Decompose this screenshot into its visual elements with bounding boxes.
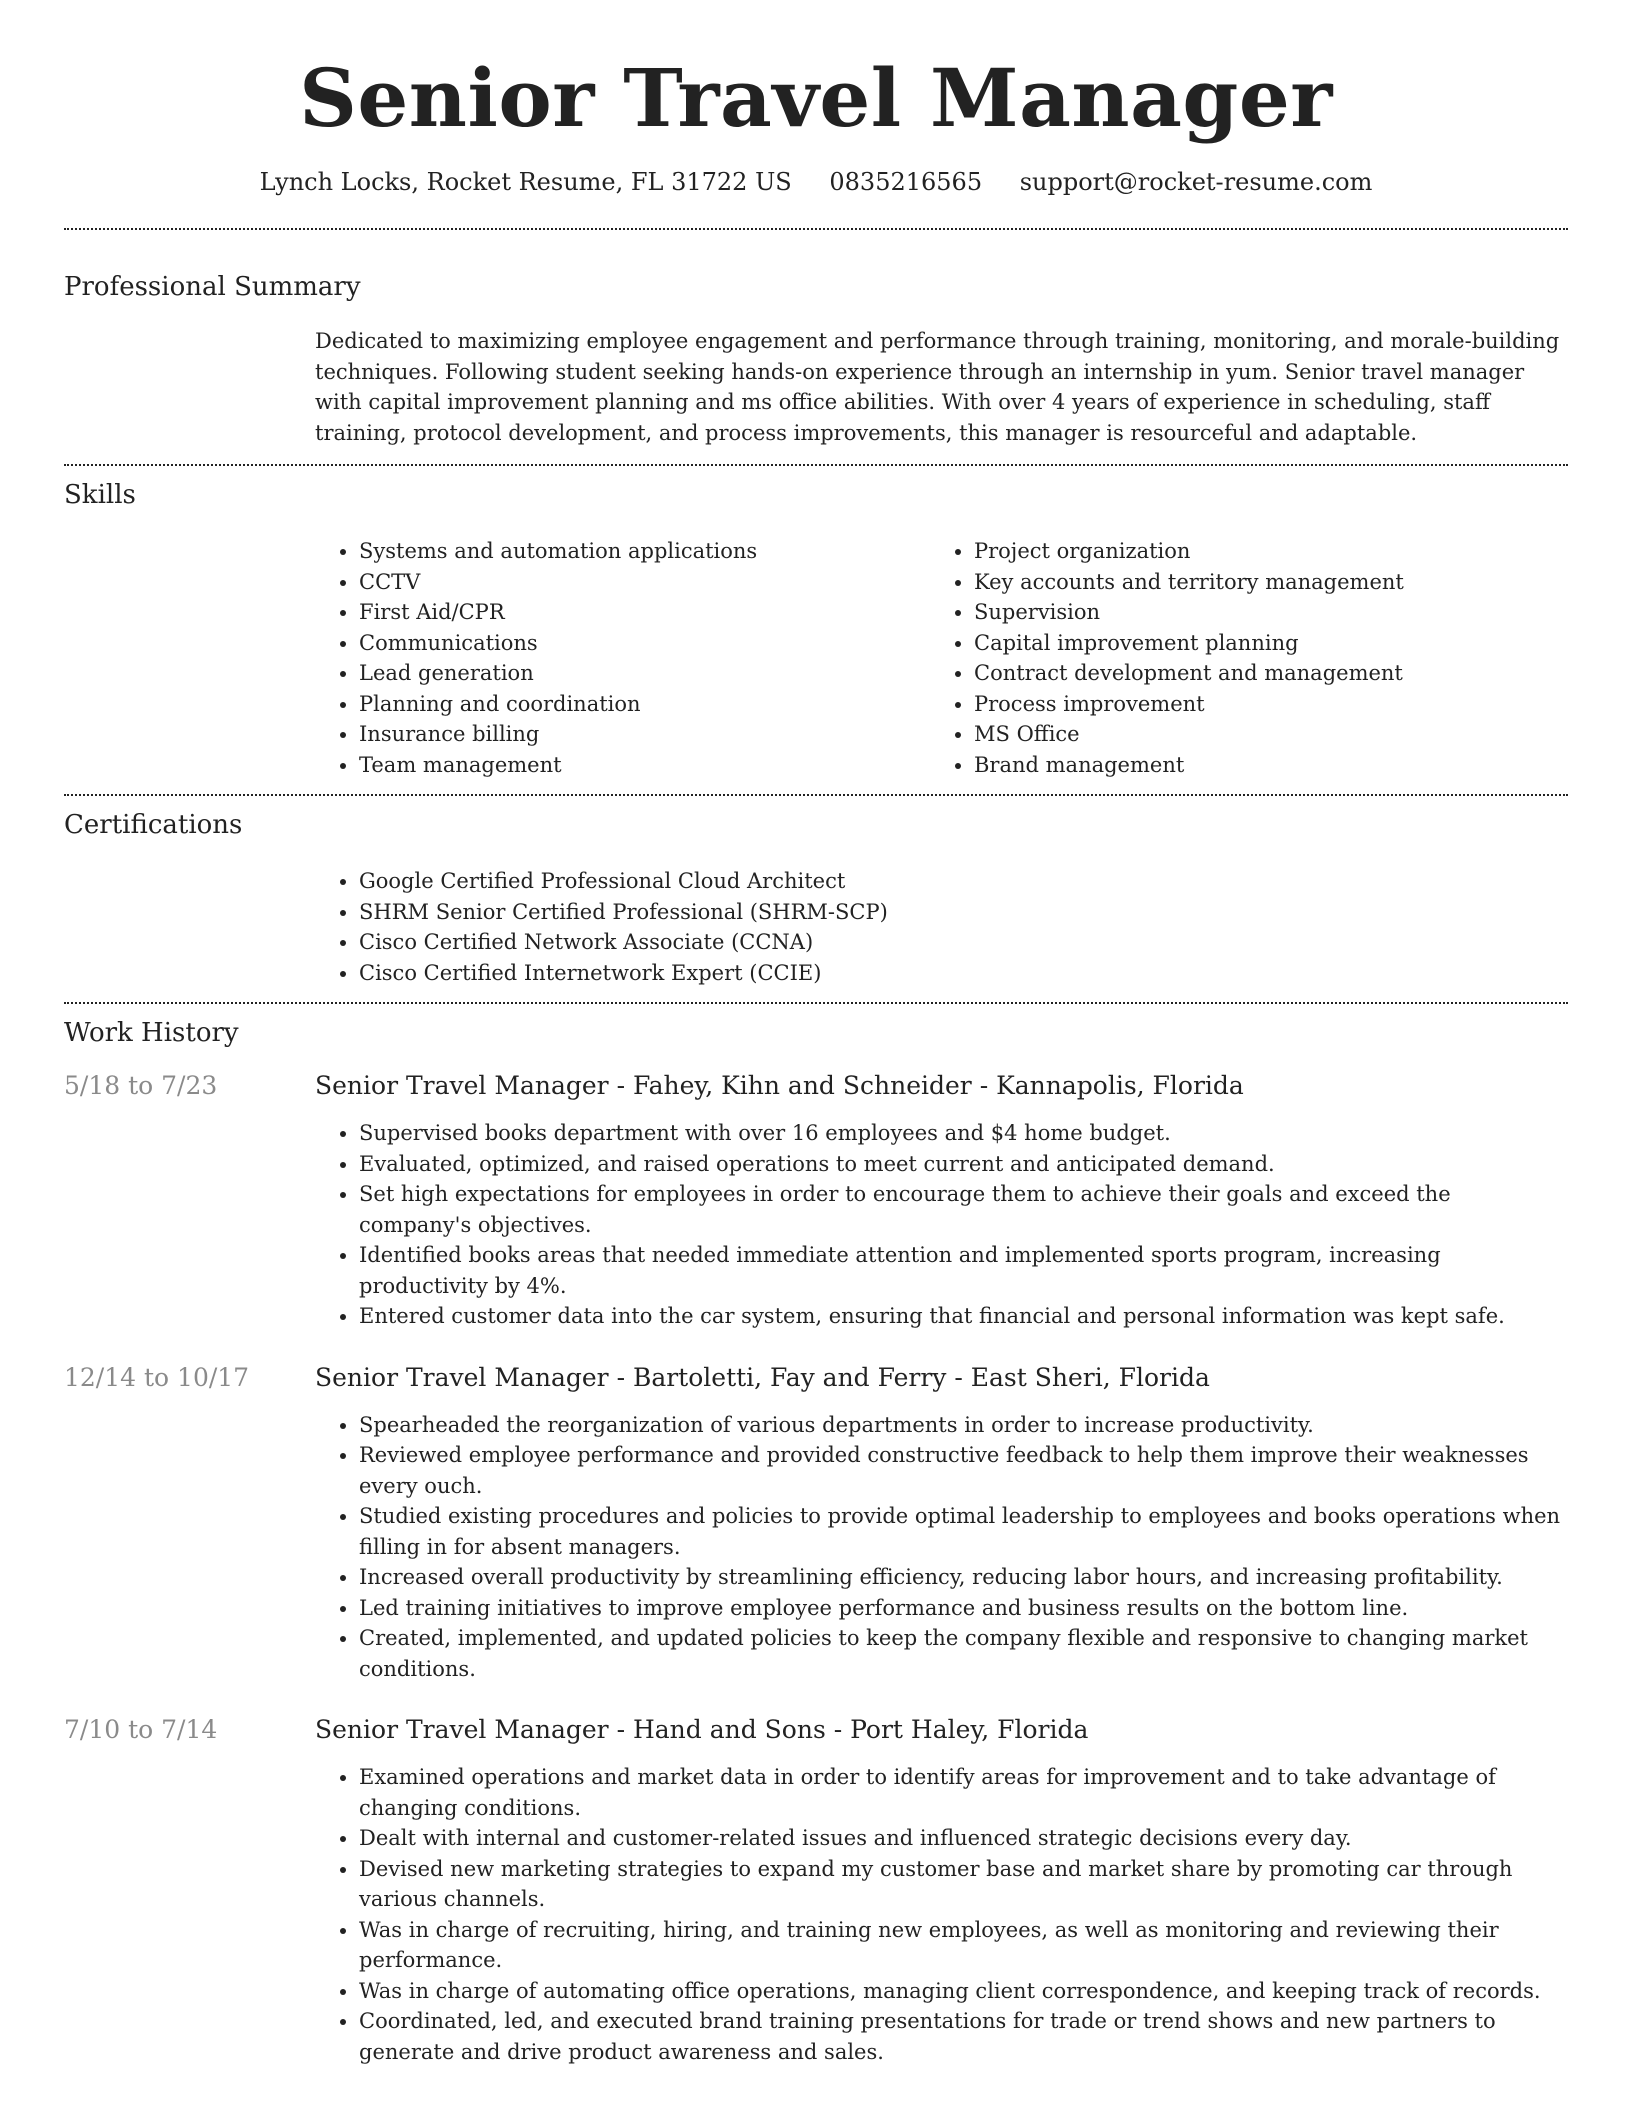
contact-email: support@rocket-resume.com: [1019, 168, 1373, 196]
list-item: • CCTV: [359, 567, 930, 598]
job-title: Senior Travel Manager - Bartoletti, Fay and Ferry - East Sheri, Florida: [315, 1362, 1210, 1392]
summary-heading: Professional Summary: [64, 272, 361, 302]
job-body: [315, 1068, 1568, 1332]
list-item: • Planning and coordination: [359, 689, 930, 720]
list-item: • Cisco Certified Network Associate (CCNA): [359, 927, 1568, 958]
summary-section: [64, 230, 1568, 448]
list-item: • SHRM Senior Certified Professional (SHRM-SCP): [359, 897, 1568, 928]
skills-columns: [315, 536, 1568, 780]
job-title: Senior Travel Manager - Hand and Sons - Port Haley, Florida: [315, 1715, 1089, 1744]
list-item: • Led training initiatives to improve employee performance and business results on the bottom line.: [359, 1593, 1568, 1624]
list-item: • Increased overall productivity by streamlining efficiency, reducing labor hours, and increasing profitability.: [359, 1562, 1568, 1593]
certifications-content: [315, 866, 1568, 988]
work-section: [64, 1004, 1568, 2067]
job-bullets: [315, 1762, 1568, 2067]
list-item: • Supervised books department with over 16 employees and $4 home budget.: [359, 1118, 1568, 1149]
list-item: • Process improvement: [974, 689, 1545, 720]
list-item: • Contract development and management: [974, 658, 1545, 689]
contact-phone: 0835216565: [829, 168, 983, 196]
list-item: • Key accounts and territory management: [974, 567, 1545, 598]
job-bullets: [315, 1410, 1568, 1685]
job-title: Senior Travel Manager - Fahey, Kihn and Schneider - Kannapolis, Florida: [315, 1071, 1244, 1100]
list-item: • Was in charge of recruiting, hiring, and training new employees, as well as monitoring and reviewing their performance.: [359, 1915, 1568, 1976]
candidate-name: Senior Travel Manager: [299, 51, 1333, 145]
list-item: • Created, implemented, and updated policies to keep the company flexible and responsive to changing market conditions.: [359, 1623, 1568, 1684]
list-item: • MS Office: [974, 719, 1545, 750]
list-item: • Team management: [359, 750, 930, 781]
job-body: [315, 1712, 1568, 2067]
list-item: • Brand management: [974, 750, 1545, 781]
skills-column-right: [930, 536, 1545, 780]
list-item: • Devised new marketing strategies to expand my customer base and market share by promoting car through various channels.: [359, 1854, 1568, 1915]
contact-line: [64, 168, 1568, 196]
list-item: • Capital improvement planning: [974, 628, 1545, 659]
job-dates: 5/18 to 7/23: [64, 1071, 218, 1100]
skills-section: [64, 466, 1568, 780]
list-item: • Systems and automation applications: [359, 536, 930, 567]
skills-column-left: [315, 536, 930, 780]
list-item: • Entered customer data into the car system, ensuring that financial and personal information was kept safe.: [359, 1301, 1568, 1332]
job-entry: [64, 1712, 1568, 2067]
list-item: • Spearheaded the reorganization of various departments in order to increase productivity.: [359, 1410, 1568, 1441]
contact-address: Lynch Locks, Rocket Resume, FL 31722 US: [259, 168, 792, 196]
certifications-list: [315, 866, 1568, 988]
list-item: • Dealt with internal and customer-related issues and influenced strategic decisions every day.: [359, 1823, 1568, 1854]
skills-list-right: [930, 536, 1545, 780]
certifications-section: [64, 796, 1568, 988]
list-item: • Coordinated, led, and executed brand training presentations for trade or trend shows and new partners to generate and drive product awareness and sales.: [359, 2006, 1568, 2067]
job-body: [315, 1360, 1568, 1685]
skills-list-left: [315, 536, 930, 780]
list-item: • Supervision: [974, 597, 1545, 628]
list-item: • Set high expectations for employees in order to encourage them to achieve their goals and exceed the company's objectives.: [359, 1179, 1568, 1240]
work-heading: Work History: [64, 1018, 239, 1048]
list-item: • Studied existing procedures and policies to provide optimal leadership to employees and books operations when filling in for absent managers.: [359, 1501, 1568, 1562]
summary-text: Dedicated to maximizing employee engagement and performance through training, monitoring, and morale-building techniques. Following student seeking hands-on experience through an internship in yum. Senior travel manager with capital improvement planning and ms office abilities. With over 4 years of experience in scheduling, staff training, protocol development, and process improvements, this manager is resourceful and adaptable.: [315, 329, 1560, 445]
list-item: • Insurance billing: [359, 719, 930, 750]
skills-heading: Skills: [64, 480, 136, 510]
certifications-heading: Certifications: [64, 810, 243, 840]
job-bullets: [315, 1118, 1568, 1332]
jobs-container: [64, 1068, 1568, 2067]
list-item: • Reviewed employee performance and provided constructive feedback to help them improve their weaknesses every ouch.: [359, 1440, 1568, 1501]
job-entry: [64, 1360, 1568, 1685]
list-item: • Project organization: [974, 536, 1545, 567]
list-item: • Google Certified Professional Cloud Architect: [359, 866, 1568, 897]
job-entry: [64, 1068, 1568, 1332]
list-item: • Cisco Certified Internetwork Expert (CCIE): [359, 958, 1568, 989]
list-item: • First Aid/CPR: [359, 597, 930, 628]
list-item: • Evaluated, optimized, and raised operations to meet current and anticipated demand.: [359, 1149, 1568, 1180]
list-item: • Examined operations and market data in order to identify areas for improvement and to take advantage of changing conditions.: [359, 1762, 1568, 1823]
list-item: • Was in charge of automating office operations, managing client correspondence, and keeping track of records.: [359, 1976, 1568, 2007]
list-item: • Lead generation: [359, 658, 930, 689]
list-item: • Identified books areas that needed immediate attention and implemented sports program, increasing productivity by 4%.: [359, 1240, 1568, 1301]
job-dates: 7/10 to 7/14: [64, 1715, 218, 1744]
list-item: • Communications: [359, 628, 930, 659]
job-dates: 12/14 to 10/17: [64, 1362, 250, 1392]
